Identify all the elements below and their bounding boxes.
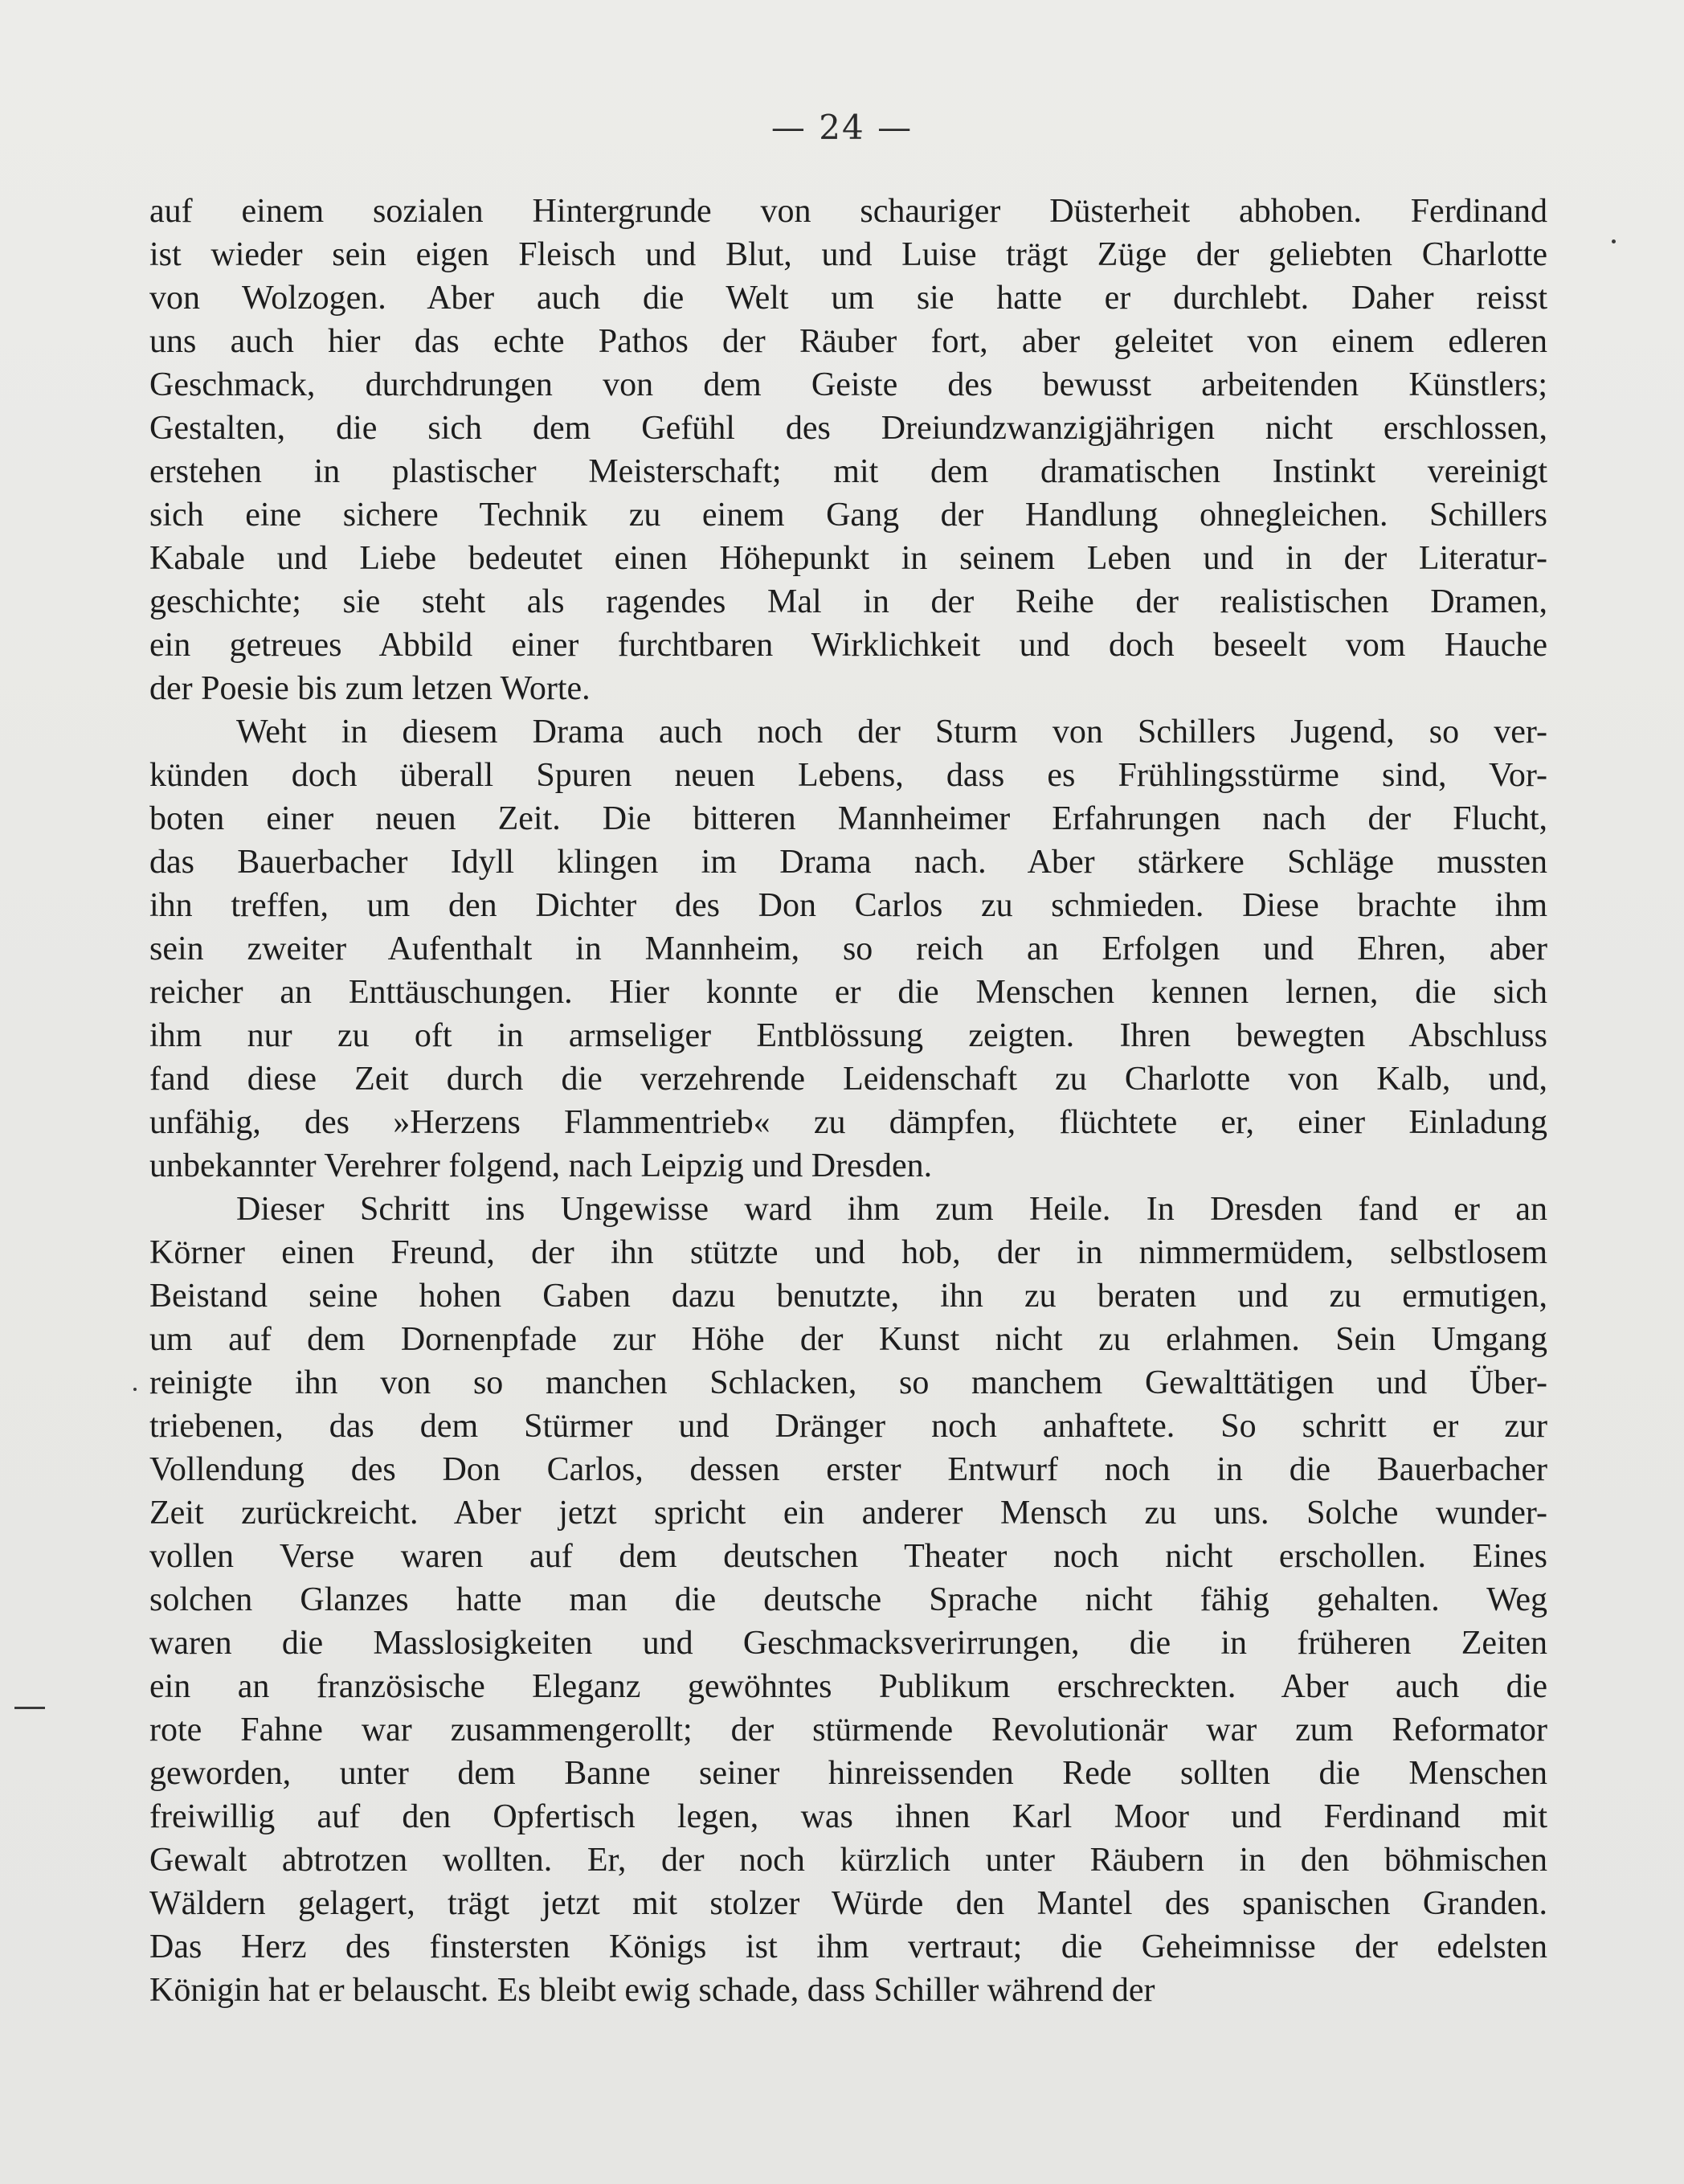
text-line: Gestalten, die sich dem Gefühl des Dreiundzwanzigjährigen nicht erschlossen, <box>149 410 1547 447</box>
text-line: Geschmack, durchdrungen von dem Geiste des bewusst arbeitenden Künstlers; <box>149 366 1547 403</box>
text-line: reicher an Enttäuschungen. Hier konnte er die Menschen kennen lernen, die sich <box>149 974 1547 1011</box>
text-line: ihn treffen, um den Dichter des Don Carlos zu schmieden. Diese brachte ihm <box>149 887 1547 924</box>
text-line: Dieser Schritt ins Ungewisse ward ihm zum Heile. In Dresden fand er an <box>236 1191 1547 1228</box>
text-line: Königin hat er belauscht. Es bleibt ewig schade, dass Schiller während der <box>149 1972 1155 2009</box>
page-number: — 24 — <box>770 108 914 147</box>
text-line: auf einem sozialen Hintergrunde von schauriger Düsterheit abhoben. Ferdinand <box>149 193 1547 230</box>
text-line: freiwillig auf den Opfertisch legen, was ihnen Karl Moor und Ferdinand mit <box>149 1798 1547 1835</box>
text-line: unfähig, des »Herzens Flammentrieb« zu dämpfen, flüchtete er, einer Einladung <box>149 1104 1547 1141</box>
text-line: geschichte; sie steht als ragendes Mal in der Reihe der realistischen Dramen, <box>149 583 1547 620</box>
text-line: Körner einen Freund, der ihn stützte und hob, der in nimmermüdem, selbstlosem <box>149 1234 1547 1271</box>
text-line: fand diese Zeit durch die verzehrende Leidenschaft zu Charlotte von Kalb, und, <box>149 1061 1547 1098</box>
paragraph <box>149 1188 1547 2012</box>
text-line: uns auch hier das echte Pathos der Räuber fort, aber geleitet von einem edleren <box>149 323 1547 360</box>
text-line: unbekannter Verehrer folgend, nach Leipzig und Dresden. <box>149 1147 933 1184</box>
text-line: boten einer neuen Zeit. Die bitteren Mannheimer Erfahrungen nach der Flucht, <box>149 800 1547 837</box>
text-line: reinigte ihn von so manchen Schlacken, so manchem Gewalttätigen und Über- <box>149 1364 1547 1401</box>
text-line: solchen Glanzes hatte man die deutsche Sprache nicht fähig gehalten. Weg <box>149 1581 1547 1618</box>
margin-dot <box>133 1388 137 1391</box>
paragraph <box>149 190 1547 710</box>
paragraph <box>149 710 1547 1188</box>
text-line: von Wolzogen. Aber auch die Welt um sie hatte er durchlebt. Daher reisst <box>149 280 1547 317</box>
text-line: ein getreues Abbild einer furchtbaren Wirklichkeit und doch beseelt vom Hauche <box>149 627 1547 664</box>
text-line: vollen Verse waren auf dem deutschen Theater noch nicht erschollen. Eines <box>149 1538 1547 1575</box>
margin-dot <box>1612 239 1616 243</box>
margin-mark <box>14 1707 45 1709</box>
body-text <box>149 190 1547 2012</box>
text-line: Beistand seine hohen Gaben dazu benutzte, ihn zu beraten und zu ermutigen, <box>149 1278 1547 1315</box>
text-line: triebenen, das dem Stürmer und Dränger noch anhaftete. So schritt er zur <box>149 1408 1547 1445</box>
text-line: geworden, unter dem Banne seiner hinreissenden Rede sollten die Menschen <box>149 1755 1547 1792</box>
text-line: erstehen in plastischer Meisterschaft; mit dem dramatischen Instinkt vereinigt <box>149 453 1547 490</box>
text-line: sich eine sichere Technik zu einem Gang der Handlung ohnegleichen. Schillers <box>149 497 1547 534</box>
text-line: Gewalt abtrotzen wollten. Er, der noch kürzlich unter Räubern in den böhmischen <box>149 1842 1547 1879</box>
text-line: waren die Masslosigkeiten und Geschmacksverirrungen, die in früheren Zeiten <box>149 1625 1547 1662</box>
text-line: Zeit zurückreicht. Aber jetzt spricht ein anderer Mensch zu uns. Solche wunder- <box>149 1495 1547 1532</box>
text-line: Das Herz des finstersten Königs ist ihm vertraut; die Geheimnisse der edelsten <box>149 1928 1547 1965</box>
text-line: Wäldern gelagert, trägt jetzt mit stolzer Würde den Mantel des spanischen Granden. <box>149 1885 1547 1922</box>
text-line: ihm nur zu oft in armseliger Entblössung zeigten. Ihren bewegten Abschluss <box>149 1017 1547 1054</box>
text-line: Weht in diesem Drama auch noch der Sturm von Schillers Jugend, so ver- <box>236 714 1547 750</box>
text-line: künden doch überall Spuren neuen Lebens, dass es Frühlingsstürme sind, Vor- <box>149 757 1547 794</box>
text-line: ein an französische Eleganz gewöhntes Publikum erschreckten. Aber auch die <box>149 1668 1547 1705</box>
text-line: um auf dem Dornenpfade zur Höhe der Kunst nicht zu erlahmen. Sein Umgang <box>149 1321 1547 1358</box>
text-line: ist wieder sein eigen Fleisch und Blut, und Luise trägt Züge der geliebten Charlotte <box>149 236 1547 273</box>
text-line: sein zweiter Aufenthalt in Mannheim, so reich an Erfolgen und Ehren, aber <box>149 930 1547 967</box>
text-line: Vollendung des Don Carlos, dessen erster Entwurf noch in die Bauerbacher <box>149 1451 1547 1488</box>
text-line: rote Fahne war zusammengerollt; der stürmende Revolutionär war zum Reformator <box>149 1712 1547 1748</box>
text-line: das Bauerbacher Idyll klingen im Drama nach. Aber stärkere Schläge mussten <box>149 844 1547 881</box>
text-line: Kabale und Liebe bedeutet einen Höhepunkt in seinem Leben und in der Literatur- <box>149 540 1547 577</box>
text-line: der Poesie bis zum letzen Worte. <box>149 670 591 707</box>
